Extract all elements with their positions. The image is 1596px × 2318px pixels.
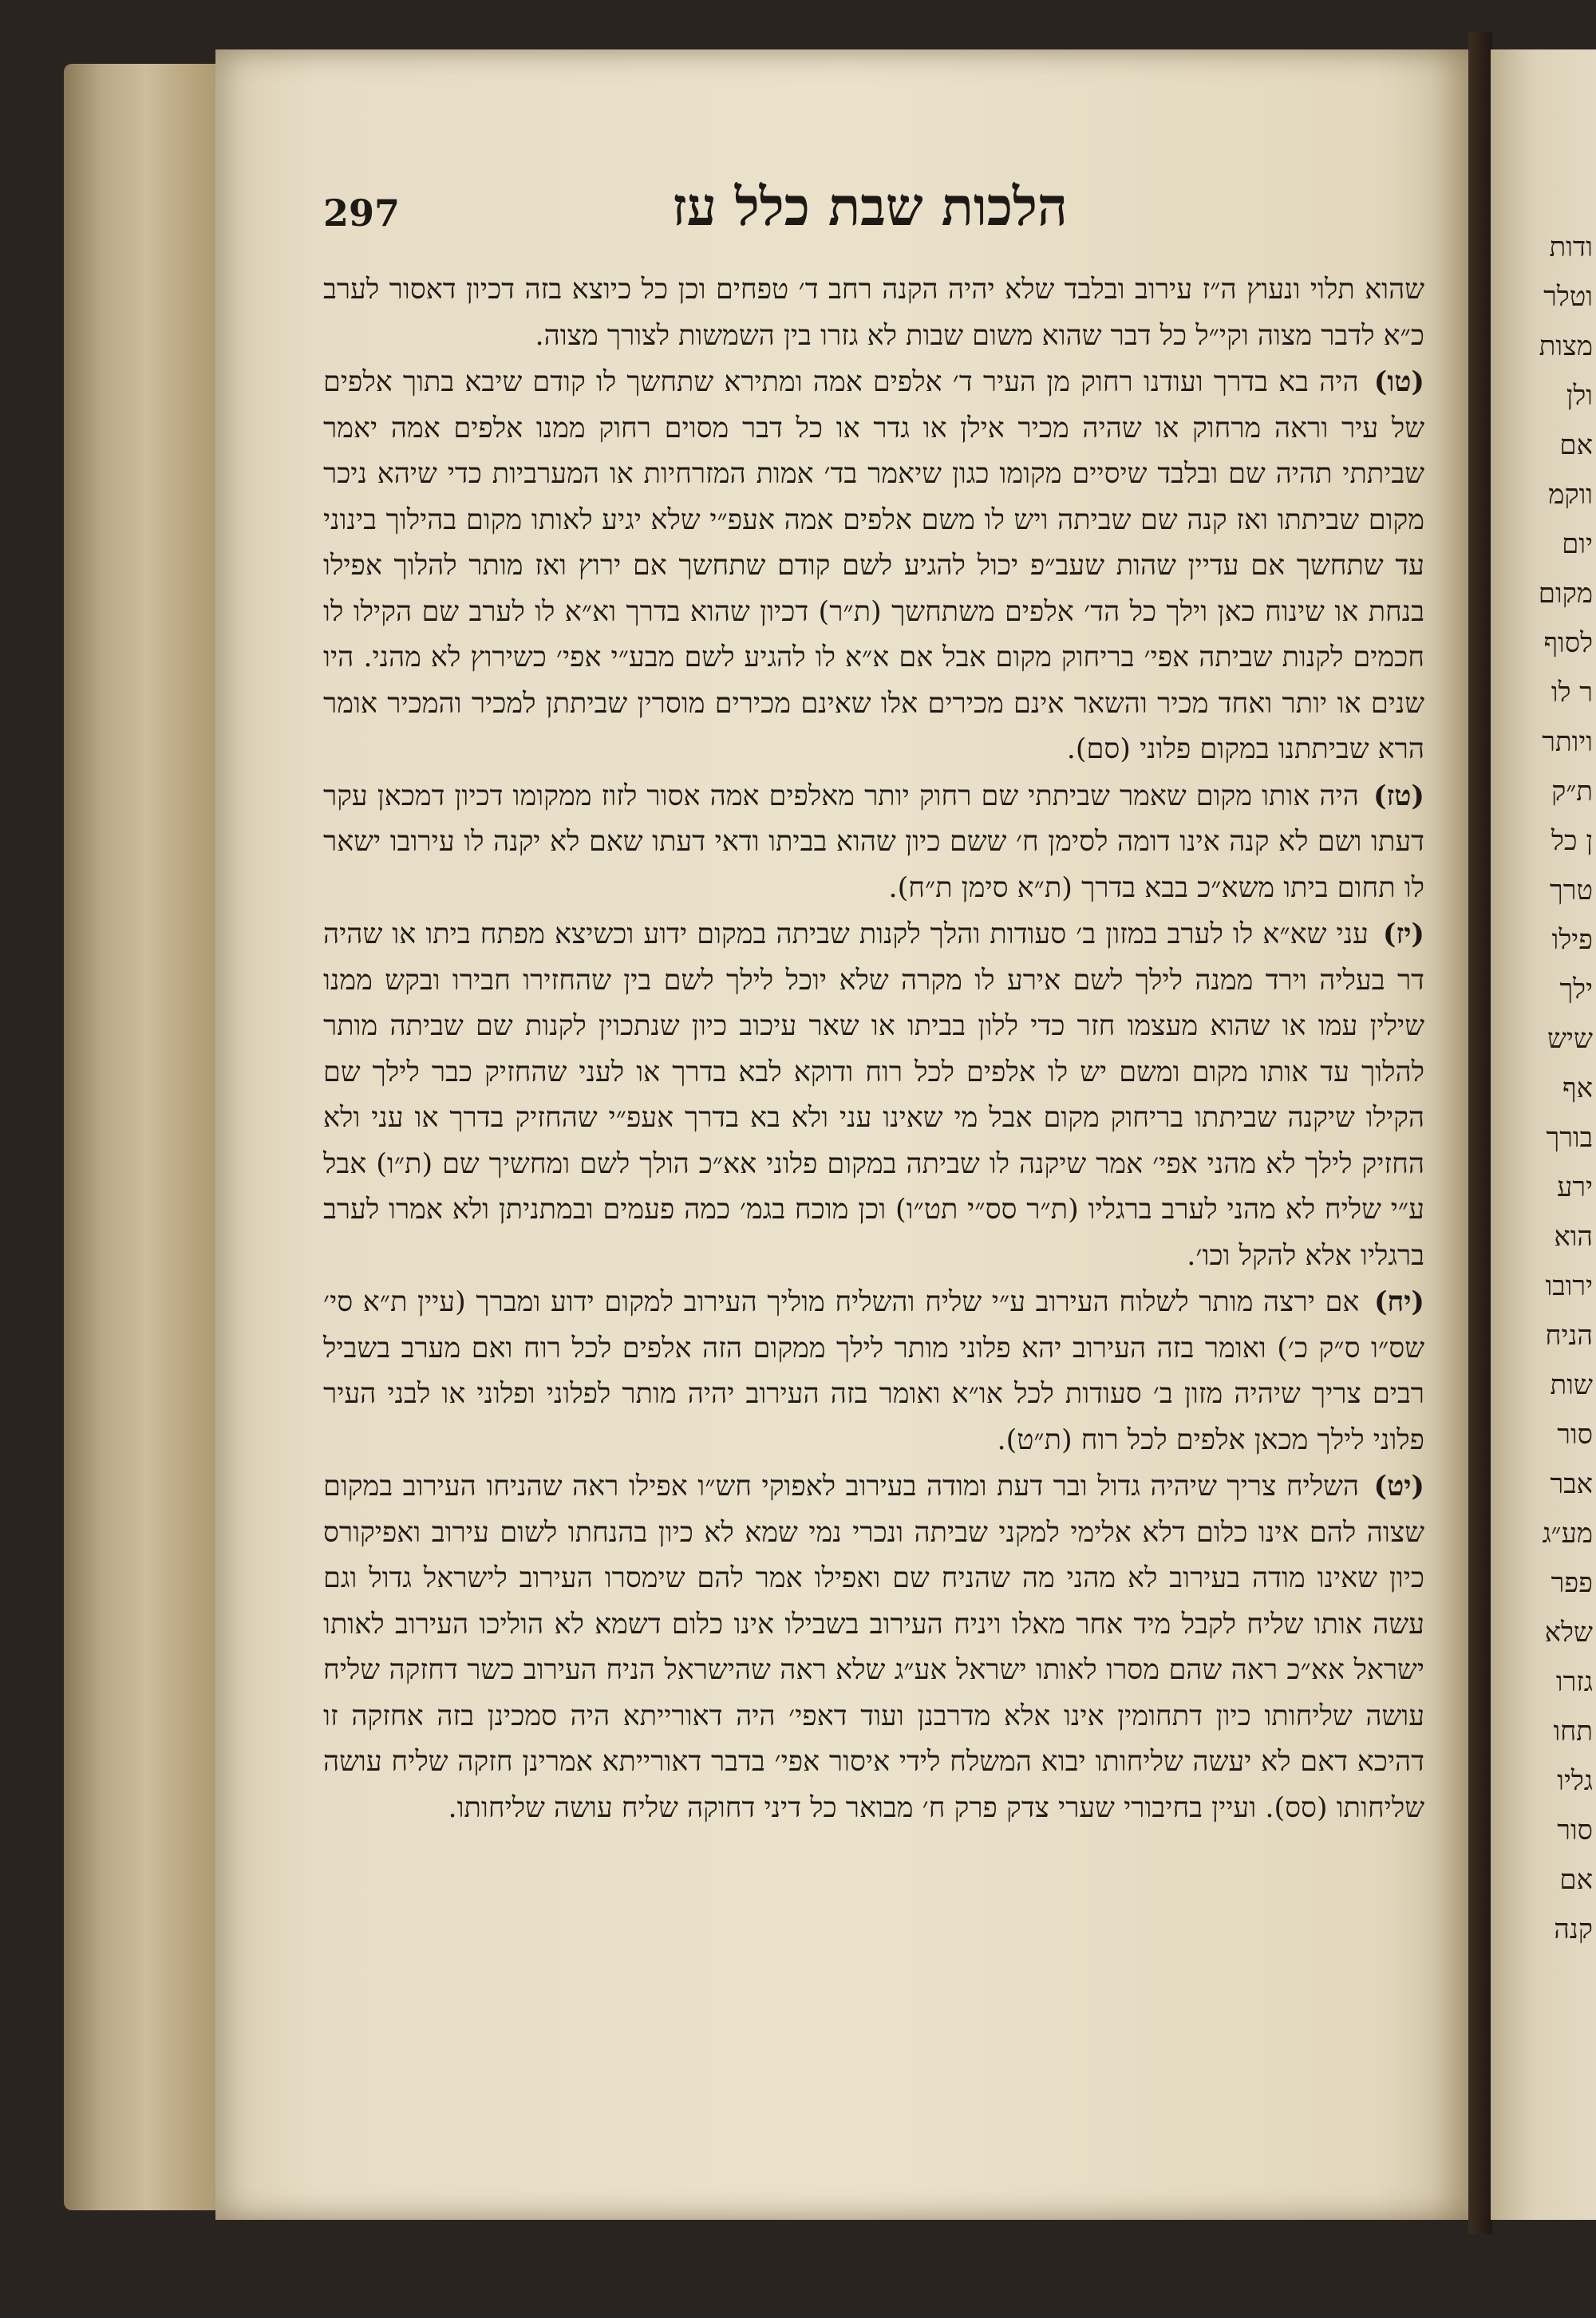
adjacent-page-word: שות: [1550, 1369, 1593, 1401]
page-body-text: [323, 267, 1424, 1831]
adjacent-page-word: וטלר: [1543, 281, 1593, 313]
adjacent-page-word: בורך: [1546, 1122, 1593, 1154]
paragraph-label: (יח): [1373, 1285, 1424, 1318]
adjacent-page-word: סור: [1557, 1419, 1593, 1451]
adjacent-page-word: ירע: [1557, 1171, 1593, 1203]
adjacent-page-word: אבר: [1550, 1468, 1593, 1500]
adjacent-page-word: הניח: [1545, 1320, 1593, 1352]
adjacent-page-word: טרך: [1550, 875, 1593, 906]
adjacent-page-word: פילו: [1551, 924, 1593, 956]
paragraph-text: השליח צריך שיהיה גדול ובר דעת ומודה בעירוב לאפוקי חש״ו אפילו ראה שהניחו העירוב במקום שצוה להם אינו כלום דלא אלימי למקני שביתה ונכרי נמי שמא לא כיון בהנחתו לשום עירוב ואפיקורס כיון שאינו מודה בעירוב לא מהני מה שהניח שם ואפילו אמר להם שימסרו העירוב לישראל גדול וגם עשה אותו שליח לקבל מיד אחר מאלו ויניח העירוב בשבילו אינו כלום דשמא לא הוליכו העירוב לאותו ישראל אא״כ ראה שהם מסרו לאותו ישראל אע״ג שלא ראה שהישראל הניח העירוב כשר דחזקה שליח עושה שליחותו כיון דתחומין אינו אלא מדרבנן ועוד דאפי׳ היה דאורייתא היה סמכינן בזה אחזקה זו דהיכא דאם לא יעשה שליחותו יבוא המשלח לידי איסור אפי׳ בדבר דאורייתא אמרינן חזקה שליח עושה שליחותו (סס). ועיין בחיבורי שערי צדק פרק ח׳ מבואר כל דיני דחוקה שליח עושה שליחותו.: [323, 1471, 1424, 1824]
adjacent-page-word: ירובו: [1545, 1270, 1593, 1302]
running-head: הלכות שבת כלל עז: [672, 176, 1068, 238]
adjacent-page-word: גזרו: [1555, 1666, 1593, 1698]
paragraph-text: עני שא״א לו לערב במזון ב׳ סעודות והלך לקנות שביתה במקום ידוע וכשיצא מפתח ביתו או שהיה דר בעליה וירד ממנה לילך לשם אירע לו מקרה שלא יוכל לילך לשם בין שהחזירו חבירו ובקש ממנו שילין עמו או שהוא מעצמו חזר כדי ללון בביתו או שאר עיכוב כיון שנתכוין לקנות שם שביתה מותר להלוך עד אותו מקום ומשם יש לו אלפים לכל רוח ודוקא לבא בדרך או לעני שהחזיק כבר לילך שם הקילו שיקנה שביתתו בריחוק מקום אבל מי שאינו עני ולא בא בדרך אעפ״י שהחזיק בדרך או עני ולא החזיק לילך לא מהני אפי׳ אמר שיקנה לו שביתה במקום פלוני אא״כ הולך לשם ומחשיך שם (ת״ו) אבל ע״י שליח לא מהני לערב ברגליו (ת״ר סס״י תט״ו) וכן מוכח בגמ׳ כמה פעמים ובמתניתן ולא אמרו לערב ברגליו אלא להקל וכו׳.: [323, 918, 1424, 1272]
paragraph-text: היה אותו מקום שאמר שביתתי שם רחוק יותר מאלפים אמה אסור לזוז ממקומו דכיון דמכאן עקר דעתו ושם לא קנה אינו דומה לסימן ח׳ ששם כיון שהוא בביתו ודאי דעתו שאם לא יקנה לו עירובו ישאר לו תחום ביתו משא״כ בבא בדרך (ת״א סימן ת״ח).: [323, 780, 1424, 904]
adjacent-page-word: שיש: [1547, 1023, 1593, 1055]
adjacent-page-word: ת״ק: [1551, 776, 1593, 808]
adjacent-page-word: שלא: [1544, 1617, 1593, 1649]
adjacent-page-fragment: [1491, 49, 1596, 2220]
book-gutter: [1468, 32, 1492, 2234]
paragraph-label: (טז): [1373, 779, 1424, 812]
paragraph-text: היה בא בדרך ועודנו רחוק מן העיר ד׳ אלפים אמה ומתירא שתחשך לו קודם שיבא בתוך אלפים של עיר וראה מרחוק או שהיה מכיר אילן או גדר או כל דבר מסוים רחוק ממנו אלפים אמה יאמר שביתתי תהיה שם ובלבד שיסיים מקומו כגון שיאמר בד׳ אמות המזרחיות או המערביות כדי שיהא ניכר מקום שביתתו ואז קנה שם שביתה ויש לו משם אלפים אמה אעפ״י שלא יגיע לאותו מקום בהילוך בינוני עד שתחשך אם עדיין שהות שעב״פ יכול להגיע לשם קודם שתחשך אם ירוץ ואז מותר להלוך אפילו בנחת או שינוח כאן וילך כל הד׳ אלפים משתחשך (ת״ר) דכיון שהוא בדרך וא״א לו לערב שם הקילו לו חכמים לקנות שביתה אפי׳ בריחוק מקום אבל אם א״א לו להגיע לשם מבע״י אפי׳ כשירוץ לא מהני. היו שנים או יותר ואחד מכיר והשאר אינם מכירים אלו שאינם מכירים מוסרין שביתתן למכיר והמכיר אומר הרא שביתתנו במקום פלוני (סם).: [323, 366, 1424, 765]
adjacent-page-word: ולן: [1566, 380, 1593, 412]
paragraph: [323, 911, 1424, 1279]
paragraph: [323, 1463, 1424, 1831]
adjacent-page-word: הוא: [1554, 1221, 1593, 1253]
adjacent-page-word: מע״ג: [1542, 1518, 1593, 1550]
adjacent-page-word: מקום: [1538, 578, 1593, 610]
adjacent-page-word: גליו: [1557, 1765, 1593, 1797]
adjacent-page-word: ויותר: [1542, 726, 1593, 758]
adjacent-page-word: פפר: [1551, 1567, 1593, 1599]
adjacent-page-word: אם: [1559, 1864, 1593, 1896]
adjacent-page-word: יום: [1562, 528, 1593, 560]
adjacent-page-word: ן כל: [1551, 825, 1593, 857]
adjacent-page-word: תחו: [1553, 1716, 1593, 1747]
paragraph-label: (יז): [1382, 918, 1424, 950]
paragraph-label: (טו): [1373, 365, 1424, 398]
paragraph-text: אם ירצה מותר לשלוח העירוב ע״י שליח והשליח מוליך העירוב למקום ידוע ומברך (עיין ת״א סי׳ שס״ו ס״ק כ׳) ואומר בזה העירוב יהא פלוני מותר לילך ממקום הזה אלפים לכל רוח ואם מערב בשביל רבים צריך שיהיה מזון ב׳ סעודות לכל או״א ואומר בזה העירוב יהיה מותר לפלוני ופלוני או לבני העיר פלוני לילך מכאן אלפים לכל רוח (ת״ט).: [323, 1286, 1424, 1456]
adjacent-page-word: מצות: [1539, 330, 1593, 362]
paragraph: [323, 773, 1424, 912]
adjacent-page-word: לסוף: [1543, 627, 1593, 659]
paragraph-label: (יט): [1373, 1470, 1424, 1503]
paragraph: [323, 267, 1424, 359]
adjacent-page-word: סור: [1557, 1815, 1593, 1846]
adjacent-page-word: קנה: [1554, 1913, 1593, 1945]
paragraph: [323, 359, 1424, 773]
paragraph: [323, 1279, 1424, 1463]
adjacent-page-word: אם: [1559, 429, 1593, 461]
adjacent-page-word: ווקמ: [1548, 479, 1593, 511]
adjacent-page-word: ר לו: [1551, 677, 1593, 709]
paragraph-text: שהוא תלוי ונעוץ ה״ז עירוב ובלבד שלא יהיה הקנה רחב ד׳ טפחים וכן כל כיוצא בזה דכיון דאסור לערב כ״א לדבר מצוה וקי״ל כל דבר שהוא משום שבות לא גזרו בין השמשות לצורך מצוה.: [323, 274, 1424, 352]
adjacent-page-word: ילך: [1559, 973, 1593, 1005]
adjacent-page-word: ודות: [1549, 231, 1593, 263]
page-number: 297: [323, 192, 401, 235]
adjacent-page-word: אף: [1562, 1072, 1593, 1104]
